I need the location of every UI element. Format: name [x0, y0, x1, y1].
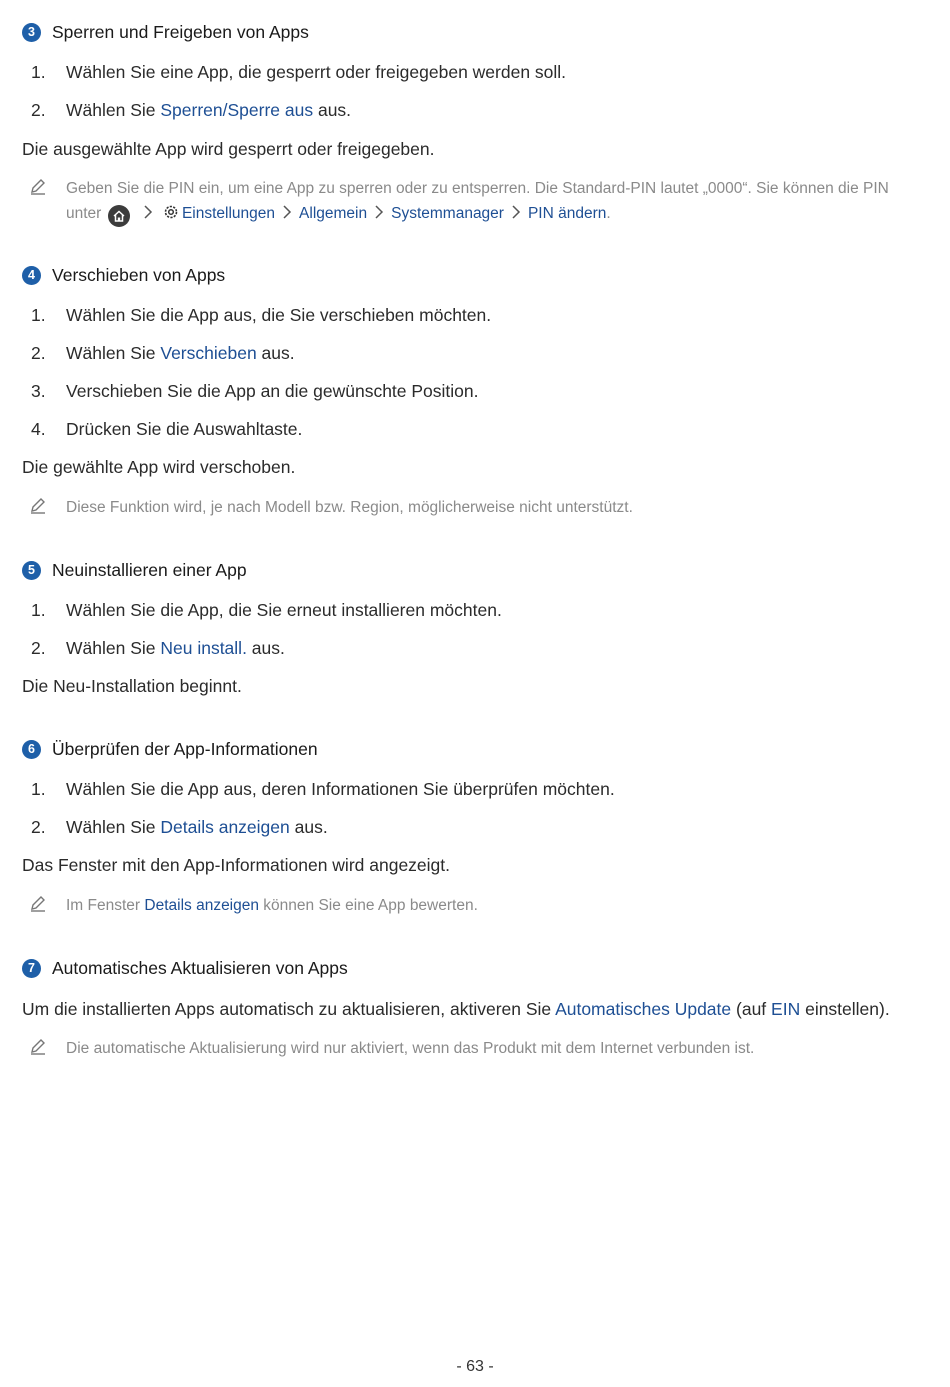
step-text [66, 817, 328, 838]
menu-option-automatisches-update: Automatisches Update [555, 999, 732, 1019]
section-title: Überprüfen der App-Informationen [52, 738, 318, 759]
section-verschieben [22, 262, 922, 516]
section-neuinstallieren [22, 557, 922, 696]
chevron-right-icon [281, 205, 293, 219]
pencil-icon [29, 895, 47, 913]
note-text-pre: Im Fenster [66, 897, 145, 914]
home-icon [108, 205, 130, 227]
step-number: 1. [31, 62, 46, 82]
section-heading [22, 736, 922, 762]
step-number: 1. [31, 600, 46, 620]
section-title: Automatisches Aktualisieren von Apps [52, 957, 348, 978]
step-number: 1. [31, 305, 46, 325]
step-text [66, 100, 351, 121]
step-number-badge: 6 [22, 740, 41, 759]
step-text: Wählen Sie die App, die Sie erneut installieren möchten. [66, 600, 502, 620]
section-heading [22, 955, 922, 981]
note [22, 1036, 902, 1062]
note-text: Geben Sie die PIN ein, um eine App zu sperren oder zu entsperren. Die Standard-PIN lautet „0000“. Sie können die PIN [66, 180, 889, 197]
menu-option-verschieben: Verschieben [160, 343, 257, 363]
body-text-pre: Um die installierten Apps automatisch zu aktualisieren, aktiveren Sie [22, 999, 556, 1019]
step-text: Verschieben Sie die App an die gewünschte Position. [66, 381, 479, 401]
step-text: Wählen Sie die App aus, deren Informationen Sie überprüfen möchten. [66, 779, 615, 799]
step-text: Wählen Sie die App aus, die Sie verschieben möchten. [66, 305, 492, 325]
note-text-post: können Sie eine App bewerten. [259, 897, 478, 914]
page-number: - 63 - [456, 1358, 494, 1375]
pencil-icon [29, 1038, 47, 1056]
menu-option-details-anzeigen: Details anzeigen [160, 817, 290, 837]
step-number-badge: 5 [22, 561, 41, 580]
result-text: Das Fenster mit den App-Informationen wird angezeigt. [22, 855, 450, 875]
step-number-badge: 4 [22, 266, 41, 285]
note [22, 176, 902, 228]
step-text-post: aus. [313, 100, 352, 120]
step-number: 2. [31, 638, 46, 658]
step-number: 2. [31, 343, 46, 363]
step-text-post: aus. [289, 817, 328, 837]
note-text [66, 893, 902, 918]
body-text-post: einstellen). [800, 999, 890, 1019]
chevron-right-icon [142, 205, 154, 219]
note-text: unter [66, 205, 102, 222]
step-text: Drücken Sie die Auswahltaste. [66, 419, 303, 439]
chevron-right-icon [373, 205, 385, 219]
step-text-pre: Wählen Sie [66, 343, 161, 363]
section-title: Sperren und Freigeben von Apps [52, 21, 309, 42]
note-link-details-anzeigen: Details anzeigen [144, 897, 259, 914]
note-text: Diese Funktion wird, je nach Modell bzw. Region, möglicherweise nicht unterstützt. [66, 499, 633, 516]
step-text [66, 638, 285, 659]
step-text-pre: Wählen Sie [66, 100, 161, 120]
section-app-informationen [22, 736, 922, 914]
pencil-icon [29, 178, 47, 196]
menu-option-neu-install: Neu install. [160, 638, 247, 658]
note-text: . [606, 205, 611, 222]
note [22, 495, 902, 521]
step-number: 2. [31, 100, 46, 120]
step-number-badge: 7 [22, 959, 41, 978]
chevron-right-icon [510, 205, 522, 219]
note-text: Die automatische Aktualisierung wird nur aktiviert, wenn das Produkt mit dem Internet verbunden ist. [66, 1040, 755, 1057]
step-number: 2. [31, 817, 46, 837]
menu-path-einstellungen: Einstellungen [181, 205, 276, 222]
step-number: 1. [31, 779, 46, 799]
menu-option-sperren: Sperren/Sperre aus [160, 100, 314, 120]
step-text-post: aus. [256, 343, 295, 363]
menu-path-pin-aendern: PIN ändern [527, 205, 607, 222]
step-text [66, 343, 295, 364]
body-text [22, 999, 890, 1020]
section-heading [22, 262, 922, 288]
pencil-icon [29, 497, 47, 515]
section-heading [22, 19, 922, 45]
menu-path-systemmanager: Systemmanager [391, 205, 504, 222]
step-text: Wählen Sie eine App, die gesperrt oder freigegeben werden soll. [66, 62, 567, 82]
section-title: Neuinstallieren einer App [52, 559, 247, 580]
section-title: Verschieben von Apps [52, 264, 226, 285]
step-text-pre: Wählen Sie [66, 817, 161, 837]
body-text-mid: (auf [731, 999, 772, 1019]
result-text: Die Neu-Installation beginnt. [22, 676, 242, 696]
step-text-post: aus. [246, 638, 285, 658]
result-text: Die ausgewählte App wird gesperrt oder freigegeben. [22, 139, 435, 159]
step-number-badge: 3 [22, 23, 41, 42]
step-number: 4. [31, 419, 46, 439]
section-automatisches-update [22, 955, 922, 1057]
result-text: Die gewählte App wird verschoben. [22, 457, 296, 477]
menu-path-allgemein: Allgemein [299, 205, 368, 222]
menu-path [66, 201, 902, 227]
note [22, 893, 902, 919]
section-heading [22, 557, 922, 583]
section-sperren [22, 19, 922, 222]
step-number: 3. [31, 381, 46, 401]
step-text-pre: Wählen Sie [66, 638, 161, 658]
gear-icon [162, 203, 180, 221]
menu-option-ein: EIN [771, 999, 801, 1019]
